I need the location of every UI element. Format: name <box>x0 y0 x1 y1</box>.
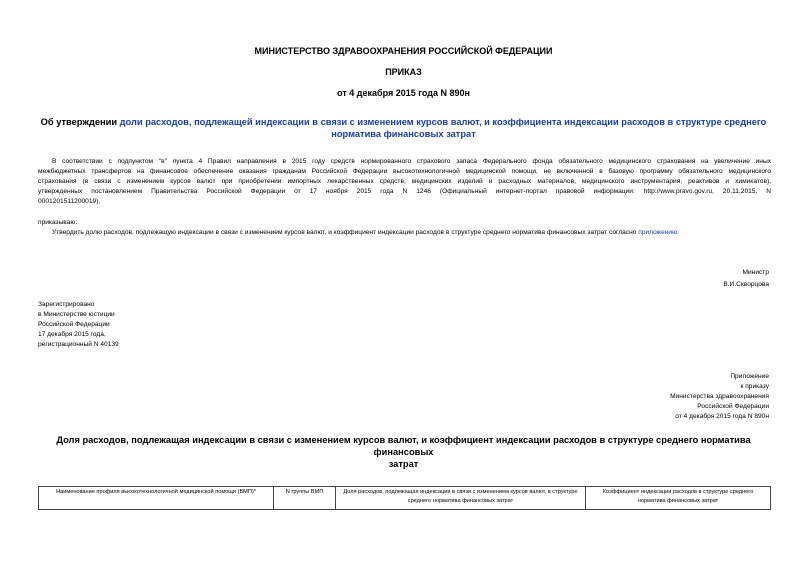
appendix-ref-line: Министерства здравоохранения <box>670 393 769 400</box>
registration-block <box>38 300 119 350</box>
signature-position: Министр <box>742 269 769 276</box>
column-header-share: Доля расходов, подлежащая индексации в связи с изменением курсов валют, в структуре среднего норматива финансовых затрат <box>336 487 586 510</box>
appendix-title-line-1: Доля расходов, подлежащая индексации в связи с изменением курсов валют, и коэффициент индексации расходов в структуре среднего норматива финансовых <box>56 435 751 457</box>
appendix-link[interactable]: приложению <box>638 229 678 236</box>
approve-paragraph: Утвердить долю расходов, подлежащую индексации в связи с изменением курсов валют, и коэффициент индексации расходов в структуре среднего норматива финансовых затрат согласно приложению. <box>52 229 679 236</box>
ministry-heading: МИНИСТЕРСТВО ЗДРАВООХРАНЕНИЯ РОССИЙСКОЙ ФЕДЕРАЦИИ <box>254 46 553 56</box>
table-header-row <box>39 487 771 510</box>
appendix-ref-block <box>670 372 769 422</box>
appendix-ref-line: Российской Федерации <box>697 403 769 410</box>
column-header-coefficient: Коэффициент индексации расходов в структуре среднего норматива финансовых затрат <box>586 487 771 510</box>
approve-text: Утвердить долю расходов, подлежащую индексации в связи с изменением курсов валют, и коэффициент индексации расходов в структуре среднего норматива финансовых затрат согласно <box>52 229 639 236</box>
preamble-line-1: В соответствии с подпунктом "в" пункта 4 Правил направления в 2015 году средств нормированного страхового запаса Федерального фонда обязательного медицинского страхования на увеличение иных <box>52 158 771 165</box>
registration-line: 17 декабря 2015 года, <box>38 331 106 338</box>
preamble-line-3: страхования (в связи с изменением курсов валют при приобретении импортных лекарственных средств, медицинских изделий и расходных материалов, медицинского инструментария, реактивов и химикатов), <box>38 178 771 185</box>
document-title <box>40 116 767 140</box>
order-word: приказываю: <box>38 219 78 226</box>
preamble <box>38 157 771 207</box>
registration-line: регистрационный N 40139 <box>38 341 119 348</box>
order-date: от 4 декабря 2015 года N 890н <box>337 88 470 98</box>
registration-line: Российской Федерации <box>38 321 110 328</box>
appendix-title-line-2: затрат <box>388 459 419 469</box>
appendix-table <box>38 486 771 510</box>
title-prefix: Об утверждении <box>40 117 120 127</box>
appendix-ref-line: к приказу <box>740 383 769 390</box>
appendix-title <box>30 434 777 470</box>
column-header-profile: Наименование профиля высокотехнологичной медицинской помощи (ВМП)* <box>39 487 274 510</box>
signature-name: В.И.Скворцова <box>723 281 769 288</box>
column-header-group: N группы ВМП <box>274 487 336 510</box>
order-type-heading: ПРИКАЗ <box>385 67 422 77</box>
appendix-ref-line: Приложение <box>730 373 769 380</box>
registration-line: Зарегистрировано <box>38 301 95 308</box>
preamble-line-4: утвержденных постановлением Правительства Российской Федерации от 17 ноября 2015 года N 1246 (Официальный интернет-портал правовой информации: http://www.pravo.gov.ru, 20.11.2015, N <box>38 188 771 195</box>
title-link[interactable]: доли расходов, подлежащей индексации в связи с изменением курсов валют, и коэффициента индексации расходов в структуре среднего норматива финансовых затрат <box>119 117 767 139</box>
appendix-ref-line: от 4 декабря 2015 года N 890н <box>675 413 769 420</box>
preamble-line-5: 0001201511200019), <box>38 198 101 205</box>
preamble-line-2: межбюджетных трансфертов на финансовое обеспечение оказания гражданам Российской Федерации высокотехнологичной медицинской помощи, не включенной в базовую программу обязательного медицинского <box>38 168 771 175</box>
registration-line: в Министерстве юстиции <box>38 311 115 318</box>
